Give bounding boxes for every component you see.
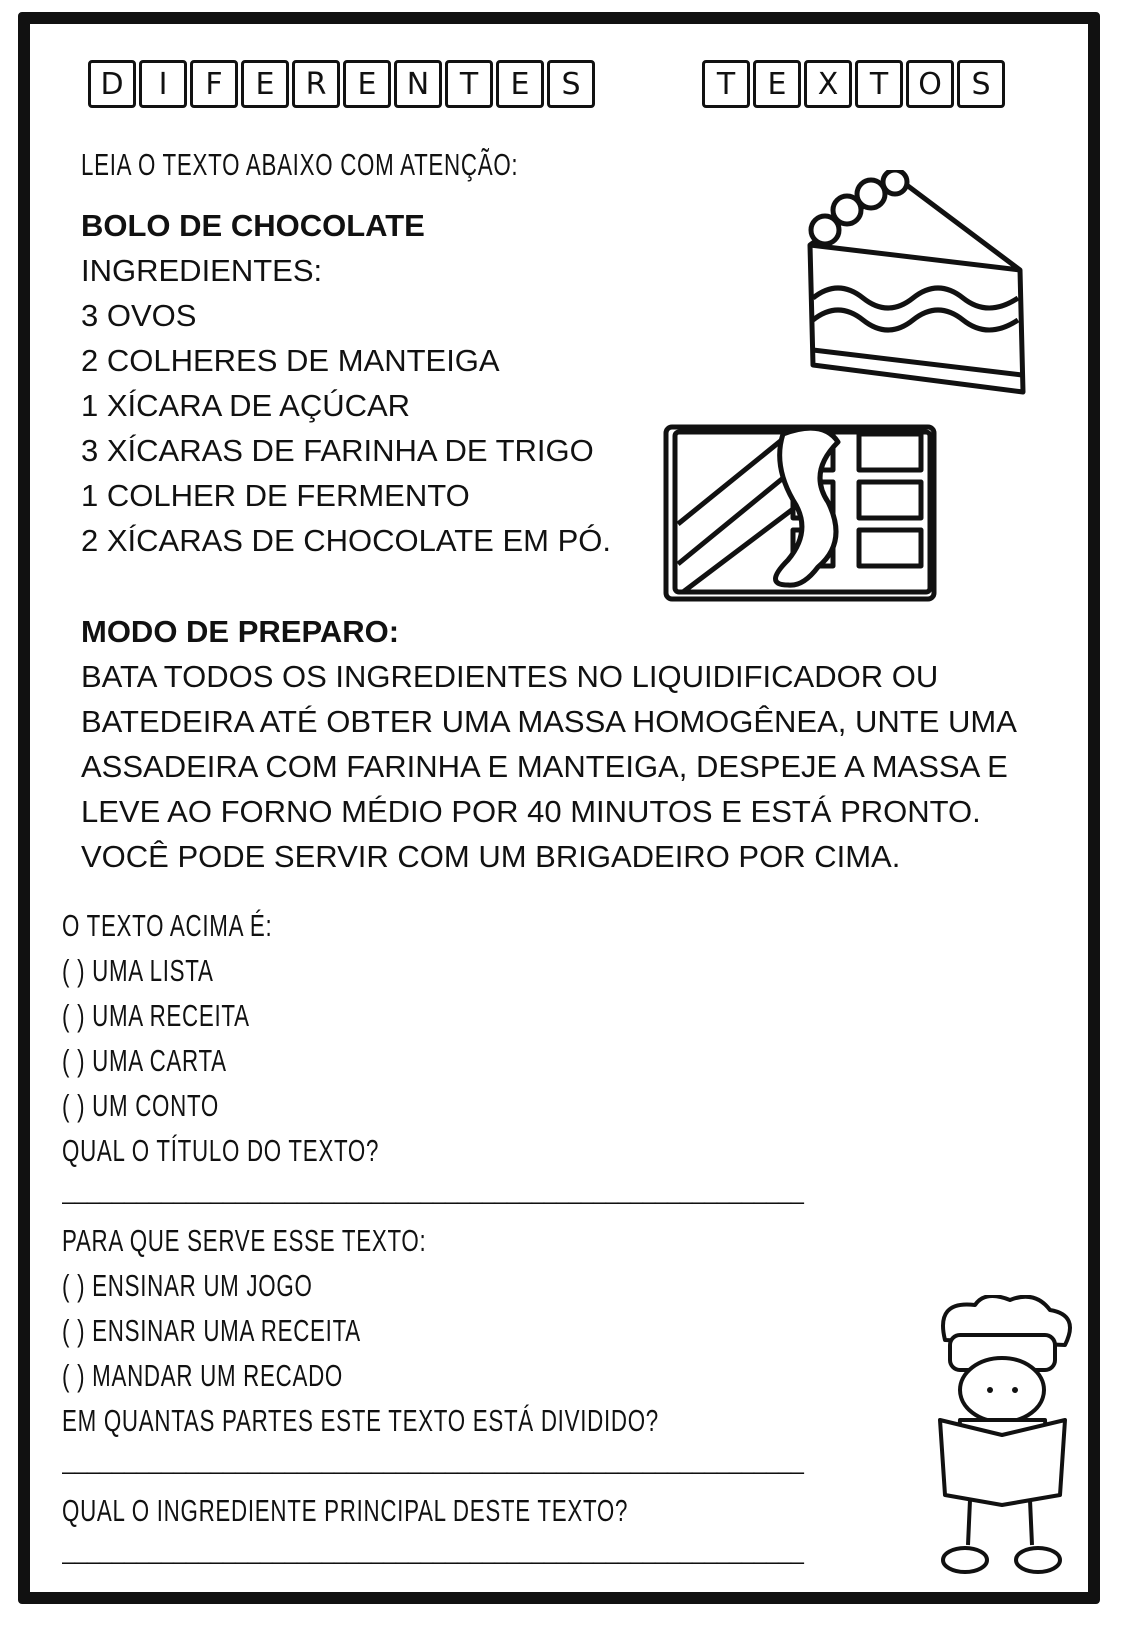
q3-option[interactable]: ( ) ENSINAR UMA RECEITA [62, 1313, 361, 1348]
chocolate-bar-illustration [663, 424, 939, 606]
title-letter: E [241, 60, 289, 108]
method-label: MODO DE PREPARO: [81, 614, 400, 649]
title-letter: T [702, 60, 750, 108]
method-line: BATEDEIRA ATÉ OBTER UMA MASSA HOMOGÊNEA, UNTE UMA [81, 704, 1017, 739]
recipe-title: BOLO DE CHOCOLATE [81, 208, 425, 243]
title-letter: E [496, 60, 544, 108]
q1-option[interactable]: ( ) UMA CARTA [62, 1043, 227, 1078]
answer-line[interactable]: ____________________________________________________________ [62, 1538, 803, 1565]
title-letter: O [906, 60, 954, 108]
title-letter: E [753, 60, 801, 108]
title-letter: D [88, 60, 136, 108]
question-1: O TEXTO ACIMA É: [62, 908, 273, 943]
recipe-method [81, 609, 1017, 879]
answer-line[interactable]: ____________________________________________________________ [62, 1178, 803, 1205]
title-letter: S [957, 60, 1005, 108]
question-4: EM QUANTAS PARTES ESTE TEXTO ESTÁ DIVIDIDO? [62, 1403, 659, 1438]
ingredient-item: 3 OVOS [81, 298, 197, 333]
title-letter: X [804, 60, 852, 108]
method-line: ASSADEIRA COM FARINHA E MANTEIGA, DESPEJE A MASSA E [81, 749, 1008, 784]
questions-section [62, 908, 1022, 1583]
answer-line[interactable]: ____________________________________________________________ [62, 1448, 803, 1475]
cake-slice-illustration [805, 170, 1030, 412]
ingredient-item: 2 COLHERES DE MANTEIGA [81, 343, 500, 378]
title-word-textos [702, 60, 1005, 108]
q1-option[interactable]: ( ) UMA LISTA [62, 953, 214, 988]
method-line: LEVE AO FORNO MÉDIO POR 40 MINUTOS E ESTÁ PRONTO. [81, 794, 981, 829]
chef-child-illustration [930, 1295, 1080, 1585]
title-letter: R [292, 60, 340, 108]
title-letter: S [547, 60, 595, 108]
q1-option[interactable]: ( ) UM CONTO [62, 1088, 220, 1123]
q1-option[interactable]: ( ) UMA RECEITA [62, 998, 250, 1033]
title-letter: F [190, 60, 238, 108]
q3-option[interactable]: ( ) MANDAR UM RECADO [62, 1358, 344, 1393]
title-letter: T [855, 60, 903, 108]
title-letter: I [139, 60, 187, 108]
ingredient-item: 1 XÍCARA DE AÇÚCAR [81, 388, 411, 423]
ingredient-item: 2 XÍCARAS DE CHOCOLATE EM PÓ. [81, 523, 611, 558]
ingredient-item: 3 XÍCARAS DE FARINHA DE TRIGO [81, 433, 594, 468]
title-letter: T [445, 60, 493, 108]
method-line: VOCÊ PODE SERVIR COM UM BRIGADEIRO POR CIMA. [81, 839, 901, 874]
title-letter: E [343, 60, 391, 108]
q3-option[interactable]: ( ) ENSINAR UM JOGO [62, 1268, 313, 1303]
question-5: QUAL O INGREDIENTE PRINCIPAL DESTE TEXTO? [62, 1493, 629, 1528]
ingredient-item: 1 COLHER DE FERMENTO [81, 478, 470, 513]
question-3: PARA QUE SERVE ESSE TEXTO: [62, 1223, 427, 1258]
instruction: LEIA O TEXTO ABAIXO COM ATENÇÃO: [81, 147, 519, 182]
title-word-diferentes [88, 60, 595, 108]
question-2: QUAL O TÍTULO DO TEXTO? [62, 1133, 380, 1168]
recipe-ingredients [81, 203, 611, 563]
ingredients-label: INGREDIENTES: [81, 253, 323, 288]
method-line: BATA TODOS OS INGREDIENTES NO LIQUIDIFICADOR OU [81, 659, 939, 694]
title-letter: N [394, 60, 442, 108]
